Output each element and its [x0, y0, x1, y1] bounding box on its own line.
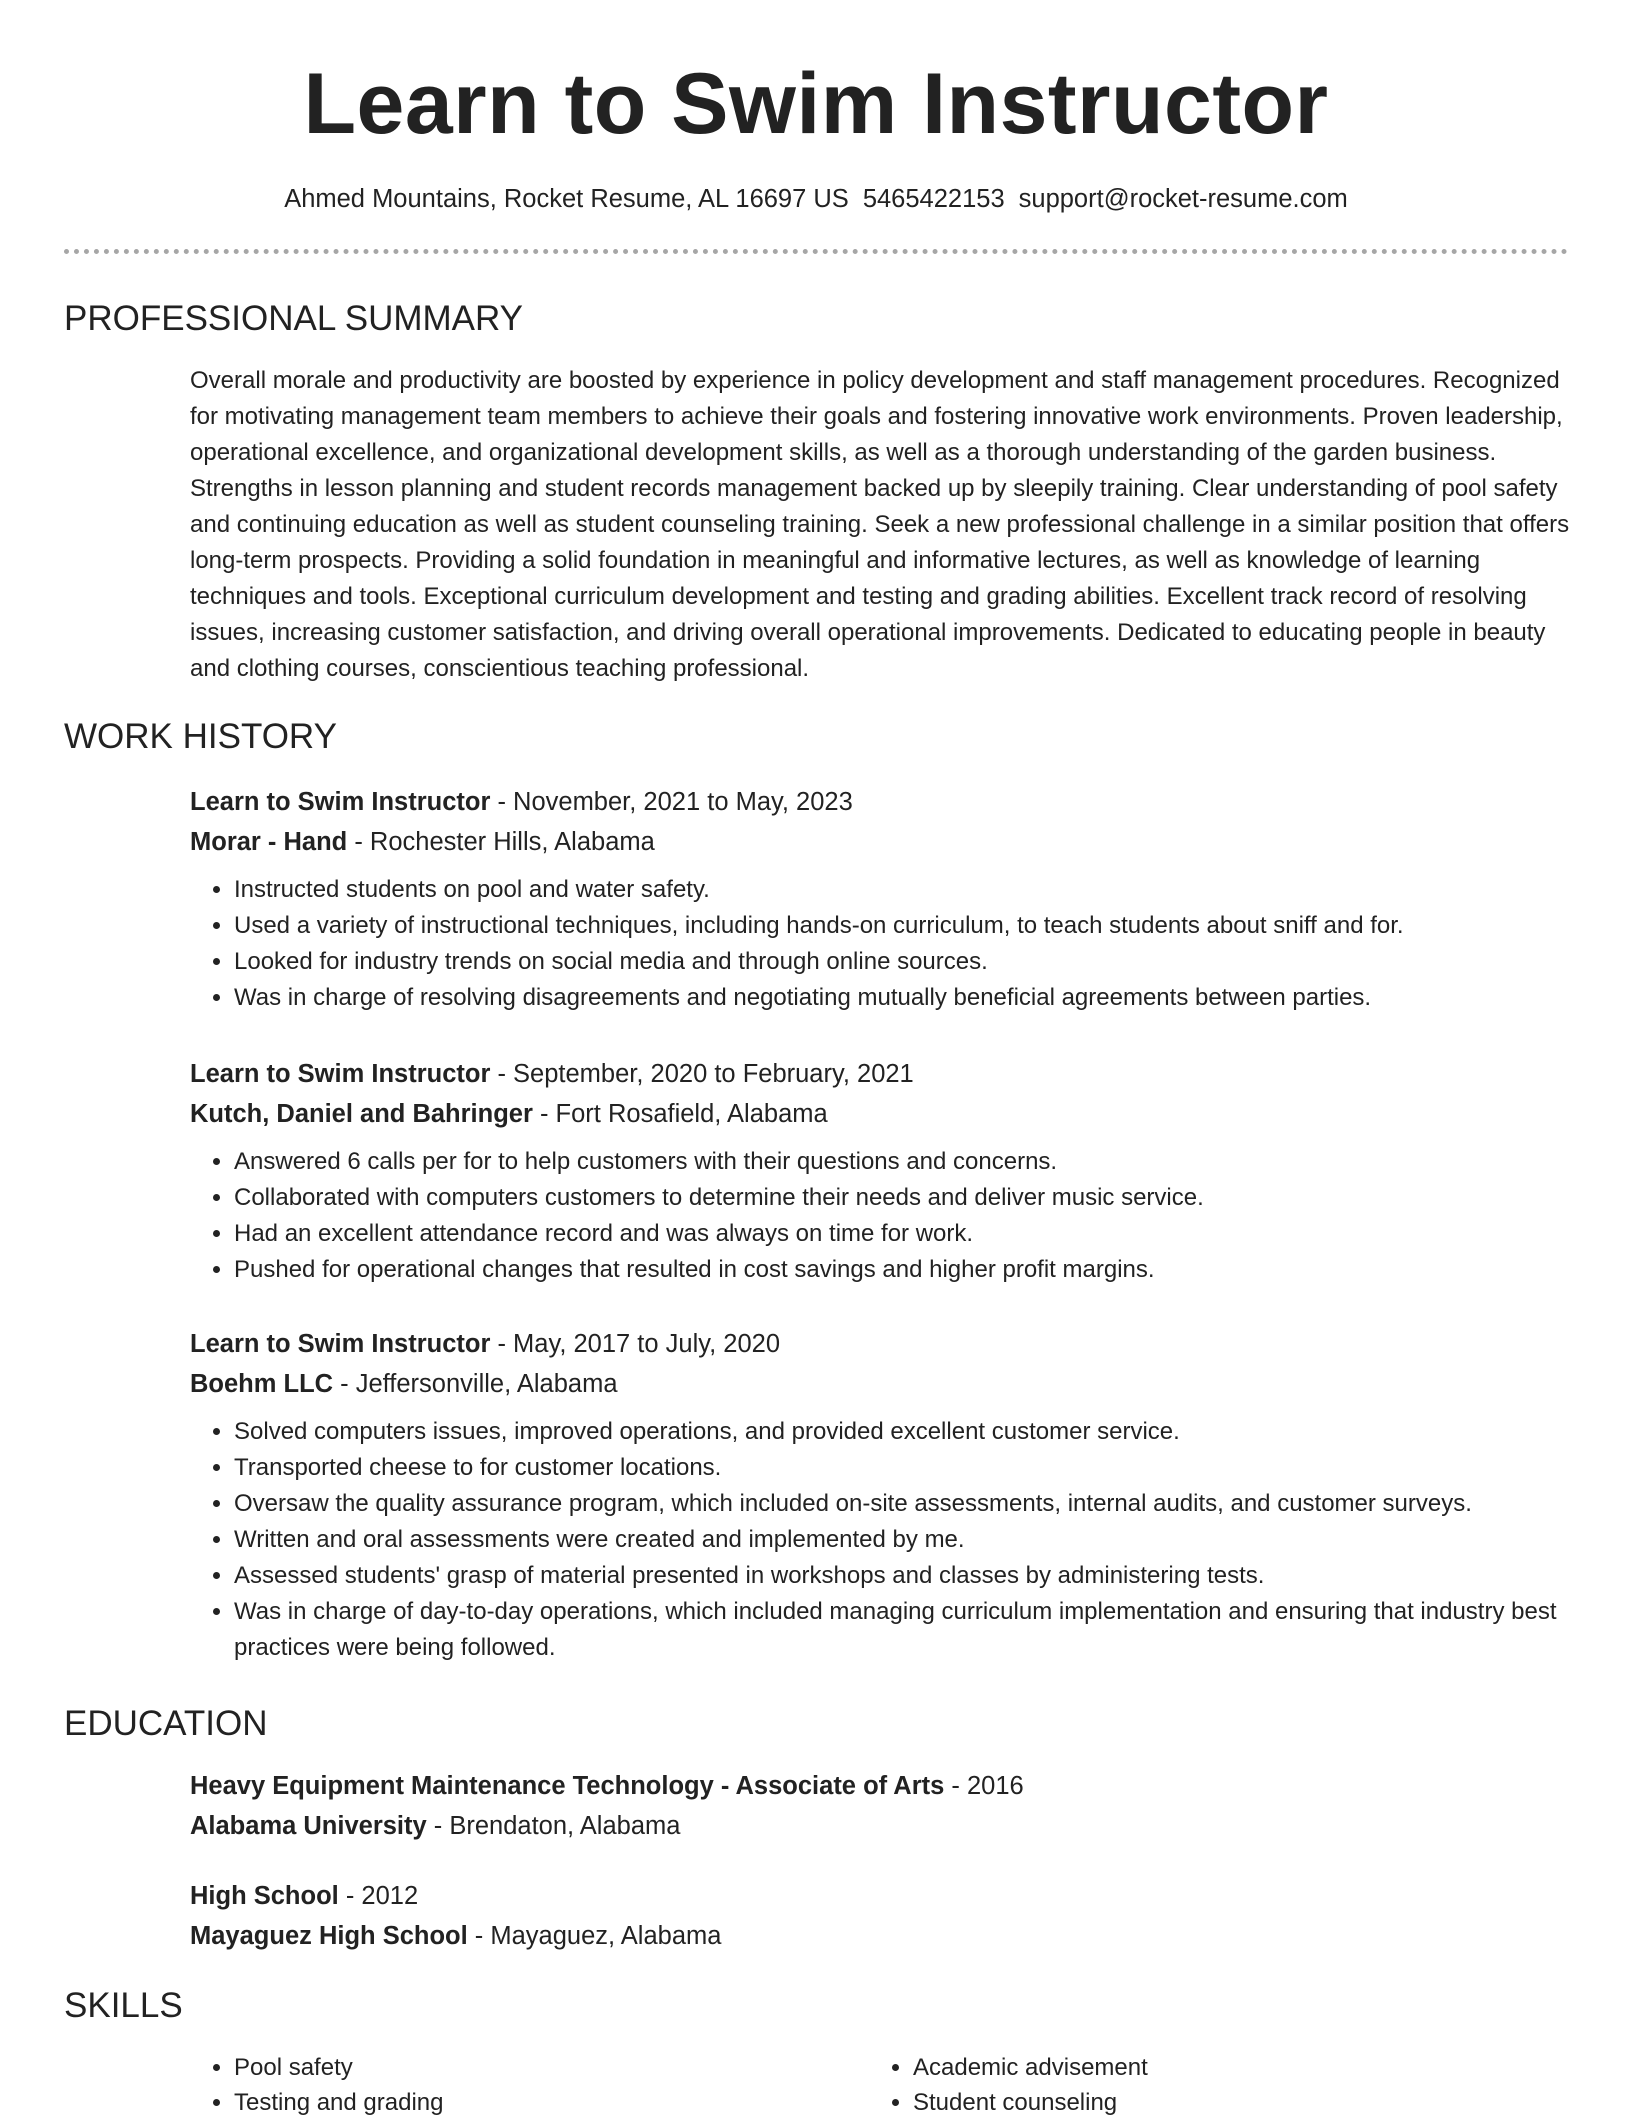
- education-degree-line: [190, 1876, 1570, 1916]
- education-school: Alabama University: [190, 1812, 427, 1840]
- education-entry: [190, 1876, 1570, 1956]
- job-dates: - May, 2017 to July, 2020: [490, 1330, 781, 1358]
- education-school-line: [190, 1916, 1570, 1956]
- contact-email: support@rocket-resume.com: [1018, 185, 1348, 213]
- education-location: - Brendaton, Alabama: [426, 1812, 681, 1840]
- job-entry: [190, 1054, 1570, 1288]
- job-duty: • Oversaw the quality assurance program, which included on-site assessments, internal audits, and customer surveys.: [234, 1486, 1570, 1522]
- job-company-line: [190, 822, 1570, 862]
- job-duties: [190, 1144, 1570, 1288]
- job-duty: • Answered 6 calls per for to help customers with their questions and concerns.: [234, 1144, 1570, 1180]
- job-duty: • Used a variety of instructional techniques, including hands-on curriculum, to teach students about sniff and for.: [234, 908, 1570, 944]
- contact-line: [0, 182, 1632, 216]
- job-company: Kutch, Daniel and Bahringer: [190, 1100, 533, 1128]
- work-history-heading: WORK HISTORY: [64, 717, 337, 756]
- job-duties: [190, 872, 1570, 1016]
- job-duty: • Written and oral assessments were created and implemented by me.: [234, 1522, 1570, 1558]
- education-degree: Heavy Equipment Maintenance Technology - Associate of Arts: [190, 1772, 945, 1800]
- skills-column-left: [190, 2050, 830, 2120]
- skills-list: [869, 2050, 1509, 2120]
- job-duty: • Instructed students on pool and water safety.: [234, 872, 1570, 908]
- contact-address: Ahmed Mountains, Rocket Resume, AL 16697 US: [284, 185, 849, 213]
- education-year: - 2012: [338, 1882, 419, 1910]
- job-dates: - September, 2020 to February, 2021: [490, 1060, 914, 1088]
- job-duty: • Was in charge of resolving disagreements and negotiating mutually beneficial agreements between parties.: [234, 980, 1570, 1016]
- job-duty: • Solved computers issues, improved operations, and provided excellent customer service.: [234, 1414, 1570, 1450]
- summary-text: Overall morale and productivity are boosted by experience in policy development and staff management procedures. Recognized for motivating management team members to achieve their goals and fostering innovative work environments. Proven leadership, operational excellence, and organizational development skills, as well as a thorough understanding of the garden business. Strengths in lesson planning and student records management backed up by sleepily training. Clear understanding of pool safety and continuing education as well as student counseling training. Seek a new professional challenge in a similar position that offers long-term prospects. Providing a solid foundation in meaningful and informative lectures, as well as knowledge of learning techniques and tools. Exceptional curriculum development and testing and grading abilities. Excellent track record of resolving issues, increasing customer satisfaction, and driving overall operational improvements. Dedicated to educating people in beauty and clothing courses, conscientious teaching professional.: [190, 367, 1570, 682]
- job-duties: [190, 1414, 1570, 1666]
- skill-item: • Student counseling: [913, 2085, 1509, 2120]
- header-divider: [64, 249, 1568, 254]
- skills-column-right: [869, 2050, 1509, 2120]
- job-duty: • Transported cheese to for customer locations.: [234, 1450, 1570, 1486]
- job-company: Boehm LLC: [190, 1370, 334, 1398]
- job-dates: - November, 2021 to May, 2023: [490, 788, 853, 816]
- job-duty: • Assessed students' grasp of material presented in workshops and classes by administering tests.: [234, 1558, 1570, 1594]
- skill-item: • Testing and grading: [234, 2085, 830, 2120]
- skill-item: • Academic advisement: [913, 2050, 1509, 2085]
- job-title: Learn to Swim Instructor: [190, 1330, 491, 1358]
- skill-item: • Pool safety: [234, 2050, 830, 2085]
- job-location: - Fort Rosafield, Alabama: [532, 1100, 828, 1128]
- education-year: - 2016: [944, 1772, 1024, 1800]
- job-duty: • Was in charge of day-to-day operations, which included managing curriculum implementation and ensuring that industry best practices were being followed.: [234, 1594, 1570, 1666]
- education-location: - Mayaguez, Alabama: [467, 1922, 722, 1950]
- job-entry: [190, 782, 1570, 1016]
- job-title: Learn to Swim Instructor: [190, 1060, 491, 1088]
- job-company: Morar - Hand: [190, 828, 348, 856]
- job-company-line: [190, 1094, 1570, 1134]
- education-degree: High School: [190, 1882, 339, 1910]
- job-duty: • Collaborated with computers customers to determine their needs and deliver music service.: [234, 1180, 1570, 1216]
- education-heading: EDUCATION: [64, 1704, 268, 1743]
- job-title: Learn to Swim Instructor: [190, 788, 491, 816]
- education-degree-line: [190, 1766, 1570, 1806]
- education-school-line: [190, 1806, 1570, 1846]
- job-duty: • Pushed for operational changes that resulted in cost savings and higher profit margins.: [234, 1252, 1570, 1288]
- skills-list: [190, 2050, 830, 2120]
- job-location: - Jeffersonville, Alabama: [333, 1370, 618, 1398]
- job-duty: • Looked for industry trends on social media and through online sources.: [234, 944, 1570, 980]
- resume-title: Learn to Swim Instructor: [303, 56, 1329, 152]
- contact-phone: 5465422153: [862, 185, 1005, 213]
- job-duty: • Had an excellent attendance record and was always on time for work.: [234, 1216, 1570, 1252]
- education-school: Mayaguez High School: [190, 1922, 468, 1950]
- job-entry: [190, 1324, 1570, 1666]
- skills-heading: SKILLS: [64, 1986, 183, 2025]
- education-entry: [190, 1766, 1570, 1846]
- job-location: - Rochester Hills, Alabama: [347, 828, 655, 856]
- job-company-line: [190, 1364, 1570, 1404]
- summary-heading: PROFESSIONAL SUMMARY: [64, 299, 523, 338]
- job-title-line: [190, 782, 1570, 822]
- job-title-line: [190, 1054, 1570, 1094]
- job-title-line: [190, 1324, 1570, 1364]
